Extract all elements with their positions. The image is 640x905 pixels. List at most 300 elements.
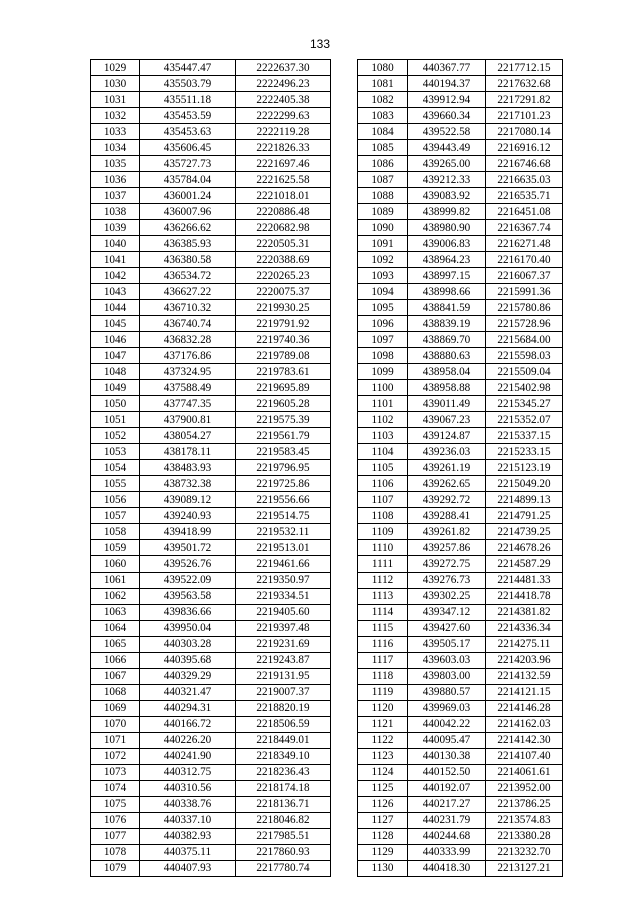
table-row (358, 812, 563, 828)
y-coordinate-cell: 2219789.08 (236, 348, 331, 364)
x-coordinate-cell: 440382.93 (140, 828, 236, 844)
y-coordinate-cell: 2216746.68 (486, 156, 563, 172)
x-coordinate-cell: 440217.27 (408, 796, 486, 812)
y-coordinate-cell: 2215402.98 (486, 380, 563, 396)
point-number-cell: 1093 (358, 268, 408, 284)
table-row (358, 460, 563, 476)
x-coordinate-cell: 437900.81 (140, 412, 236, 428)
table-row (91, 860, 331, 876)
y-coordinate-cell: 2217712.15 (486, 60, 563, 76)
table-row (358, 508, 563, 524)
table-row (91, 284, 331, 300)
y-coordinate-cell: 2219405.60 (236, 604, 331, 620)
table-row (358, 284, 563, 300)
x-coordinate-cell: 438958.88 (408, 380, 486, 396)
x-coordinate-cell: 440152.50 (408, 764, 486, 780)
y-coordinate-cell: 2215684.00 (486, 332, 563, 348)
y-coordinate-cell: 2214146.28 (486, 700, 563, 716)
table-row (91, 188, 331, 204)
x-coordinate-cell: 436001.24 (140, 188, 236, 204)
x-coordinate-cell: 440407.93 (140, 860, 236, 876)
y-coordinate-cell: 2214121.15 (486, 684, 563, 700)
point-number-cell: 1038 (91, 204, 140, 220)
x-coordinate-cell: 439603.03 (408, 652, 486, 668)
y-coordinate-cell: 2214587.29 (486, 556, 563, 572)
y-coordinate-cell: 2214162.03 (486, 716, 563, 732)
table-row (91, 636, 331, 652)
x-coordinate-cell: 435503.79 (140, 76, 236, 92)
x-coordinate-cell: 440375.11 (140, 844, 236, 860)
y-coordinate-cell: 2214107.40 (486, 748, 563, 764)
y-coordinate-cell: 2216170.40 (486, 252, 563, 268)
point-number-cell: 1080 (358, 60, 408, 76)
point-number-cell: 1031 (91, 92, 140, 108)
table-row (91, 92, 331, 108)
point-number-cell: 1127 (358, 812, 408, 828)
y-coordinate-cell: 2216916.12 (486, 140, 563, 156)
y-coordinate-cell: 2221625.58 (236, 172, 331, 188)
x-coordinate-cell: 440303.28 (140, 636, 236, 652)
table-row (358, 492, 563, 508)
y-coordinate-cell: 2215598.03 (486, 348, 563, 364)
table-row (91, 732, 331, 748)
y-coordinate-cell: 2221018.01 (236, 188, 331, 204)
x-coordinate-cell: 439276.73 (408, 572, 486, 588)
table-row (358, 748, 563, 764)
y-coordinate-cell: 2216067.37 (486, 268, 563, 284)
x-coordinate-cell: 436385.93 (140, 236, 236, 252)
x-coordinate-cell: 440166.72 (140, 716, 236, 732)
table-row (358, 108, 563, 124)
y-coordinate-cell: 2219532.11 (236, 524, 331, 540)
x-coordinate-cell: 439347.12 (408, 604, 486, 620)
table-row (358, 796, 563, 812)
y-coordinate-cell: 2215991.36 (486, 284, 563, 300)
table-row (358, 396, 563, 412)
y-coordinate-cell: 2219007.37 (236, 684, 331, 700)
table-row (358, 684, 563, 700)
table-row (91, 412, 331, 428)
point-number-cell: 1063 (91, 604, 140, 620)
x-coordinate-cell: 440337.10 (140, 812, 236, 828)
point-number-cell: 1124 (358, 764, 408, 780)
point-number-cell: 1030 (91, 76, 140, 92)
point-number-cell: 1090 (358, 220, 408, 236)
point-number-cell: 1113 (358, 588, 408, 604)
point-number-cell: 1059 (91, 540, 140, 556)
x-coordinate-cell: 440329.29 (140, 668, 236, 684)
table-row (358, 252, 563, 268)
point-number-cell: 1048 (91, 364, 140, 380)
table-row (91, 140, 331, 156)
point-number-cell: 1103 (358, 428, 408, 444)
point-number-cell: 1126 (358, 796, 408, 812)
y-coordinate-cell: 2219350.97 (236, 572, 331, 588)
x-coordinate-cell: 436710.32 (140, 300, 236, 316)
y-coordinate-cell: 2214739.25 (486, 524, 563, 540)
point-number-cell: 1044 (91, 300, 140, 316)
point-number-cell: 1039 (91, 220, 140, 236)
table-row (358, 220, 563, 236)
y-coordinate-cell: 2219796.95 (236, 460, 331, 476)
point-number-cell: 1040 (91, 236, 140, 252)
table-row (358, 204, 563, 220)
x-coordinate-cell: 439212.33 (408, 172, 486, 188)
point-number-cell: 1122 (358, 732, 408, 748)
point-number-cell: 1108 (358, 508, 408, 524)
table-row (91, 300, 331, 316)
point-number-cell: 1099 (358, 364, 408, 380)
table-row (91, 156, 331, 172)
table-row (358, 348, 563, 364)
table-row (91, 556, 331, 572)
point-number-cell: 1084 (358, 124, 408, 140)
table-row (91, 220, 331, 236)
table-row (91, 268, 331, 284)
x-coordinate-cell: 437176.86 (140, 348, 236, 364)
table-row (358, 732, 563, 748)
point-number-cell: 1035 (91, 156, 140, 172)
point-number-cell: 1104 (358, 444, 408, 460)
table-row (91, 108, 331, 124)
x-coordinate-cell: 440194.37 (408, 76, 486, 92)
y-coordinate-cell: 2219930.25 (236, 300, 331, 316)
x-coordinate-cell: 439526.76 (140, 556, 236, 572)
table-row (91, 780, 331, 796)
x-coordinate-cell: 440338.76 (140, 796, 236, 812)
table-row (358, 636, 563, 652)
table-row (91, 476, 331, 492)
x-coordinate-cell: 435447.47 (140, 60, 236, 76)
point-number-cell: 1109 (358, 524, 408, 540)
point-number-cell: 1088 (358, 188, 408, 204)
x-coordinate-cell: 436380.58 (140, 252, 236, 268)
page-number: 133 (309, 37, 331, 51)
table-row (358, 76, 563, 92)
x-coordinate-cell: 439969.03 (408, 700, 486, 716)
y-coordinate-cell: 2221697.46 (236, 156, 331, 172)
y-coordinate-cell: 2214203.96 (486, 652, 563, 668)
point-number-cell: 1125 (358, 780, 408, 796)
y-coordinate-cell: 2217780.74 (236, 860, 331, 876)
x-coordinate-cell: 439418.99 (140, 524, 236, 540)
point-number-cell: 1101 (358, 396, 408, 412)
y-coordinate-cell: 2216635.03 (486, 172, 563, 188)
x-coordinate-cell: 437747.35 (140, 396, 236, 412)
y-coordinate-cell: 2217860.93 (236, 844, 331, 860)
y-coordinate-cell: 2215233.15 (486, 444, 563, 460)
point-number-cell: 1083 (358, 108, 408, 124)
y-coordinate-cell: 2219583.45 (236, 444, 331, 460)
y-coordinate-cell: 2213232.70 (486, 844, 563, 860)
point-number-cell: 1077 (91, 828, 140, 844)
point-number-cell: 1085 (358, 140, 408, 156)
table-row (358, 140, 563, 156)
table-row (91, 508, 331, 524)
y-coordinate-cell: 2213786.25 (486, 796, 563, 812)
point-number-cell: 1045 (91, 316, 140, 332)
y-coordinate-cell: 2215780.86 (486, 300, 563, 316)
y-coordinate-cell: 2220682.98 (236, 220, 331, 236)
point-number-cell: 1091 (358, 236, 408, 252)
point-number-cell: 1070 (91, 716, 140, 732)
point-number-cell: 1114 (358, 604, 408, 620)
point-number-cell: 1117 (358, 652, 408, 668)
table-row (358, 716, 563, 732)
x-coordinate-cell: 440312.75 (140, 764, 236, 780)
table-row (358, 844, 563, 860)
point-number-cell: 1110 (358, 540, 408, 556)
y-coordinate-cell: 2217985.51 (236, 828, 331, 844)
table-row (91, 460, 331, 476)
table-row (91, 316, 331, 332)
table-row (91, 700, 331, 716)
table-row (358, 300, 563, 316)
table-row (91, 844, 331, 860)
table-row (358, 588, 563, 604)
table-row (91, 60, 331, 76)
point-number-cell: 1097 (358, 332, 408, 348)
x-coordinate-cell: 439261.82 (408, 524, 486, 540)
table-row (358, 828, 563, 844)
point-number-cell: 1107 (358, 492, 408, 508)
x-coordinate-cell: 438880.63 (408, 348, 486, 364)
x-coordinate-cell: 439262.65 (408, 476, 486, 492)
table-row (91, 572, 331, 588)
y-coordinate-cell: 2218174.18 (236, 780, 331, 796)
y-coordinate-cell: 2219514.75 (236, 508, 331, 524)
point-number-cell: 1054 (91, 460, 140, 476)
table-row (91, 716, 331, 732)
x-coordinate-cell: 438964.23 (408, 252, 486, 268)
x-coordinate-cell: 440231.79 (408, 812, 486, 828)
y-coordinate-cell: 2219556.66 (236, 492, 331, 508)
point-number-cell: 1120 (358, 700, 408, 716)
x-coordinate-cell: 439501.72 (140, 540, 236, 556)
y-coordinate-cell: 2217080.14 (486, 124, 563, 140)
x-coordinate-cell: 437324.95 (140, 364, 236, 380)
table-row (358, 92, 563, 108)
y-coordinate-cell: 2213952.00 (486, 780, 563, 796)
y-coordinate-cell: 2214418.78 (486, 588, 563, 604)
table-row (358, 764, 563, 780)
y-coordinate-cell: 2215509.04 (486, 364, 563, 380)
point-number-cell: 1068 (91, 684, 140, 700)
y-coordinate-cell: 2219695.89 (236, 380, 331, 396)
table-row (91, 524, 331, 540)
table-row (358, 156, 563, 172)
point-number-cell: 1081 (358, 76, 408, 92)
y-coordinate-cell: 2219783.61 (236, 364, 331, 380)
point-number-cell: 1032 (91, 108, 140, 124)
x-coordinate-cell: 438732.38 (140, 476, 236, 492)
point-number-cell: 1095 (358, 300, 408, 316)
point-number-cell: 1087 (358, 172, 408, 188)
point-number-cell: 1047 (91, 348, 140, 364)
x-coordinate-cell: 435727.73 (140, 156, 236, 172)
table-row (358, 540, 563, 556)
point-number-cell: 1034 (91, 140, 140, 156)
x-coordinate-cell: 439563.58 (140, 588, 236, 604)
point-number-cell: 1066 (91, 652, 140, 668)
table-row (358, 380, 563, 396)
x-coordinate-cell: 438980.90 (408, 220, 486, 236)
x-coordinate-cell: 436832.28 (140, 332, 236, 348)
y-coordinate-cell: 2218349.10 (236, 748, 331, 764)
point-number-cell: 1089 (358, 204, 408, 220)
y-coordinate-cell: 2220265.23 (236, 268, 331, 284)
x-coordinate-cell: 440244.68 (408, 828, 486, 844)
table-row (91, 764, 331, 780)
point-number-cell: 1123 (358, 748, 408, 764)
x-coordinate-cell: 439803.00 (408, 668, 486, 684)
point-number-cell: 1037 (91, 188, 140, 204)
y-coordinate-cell: 2217101.23 (486, 108, 563, 124)
point-number-cell: 1098 (358, 348, 408, 364)
x-coordinate-cell: 439006.83 (408, 236, 486, 252)
x-coordinate-cell: 439836.66 (140, 604, 236, 620)
y-coordinate-cell: 2218136.71 (236, 796, 331, 812)
table-row (358, 172, 563, 188)
point-number-cell: 1129 (358, 844, 408, 860)
x-coordinate-cell: 439522.09 (140, 572, 236, 588)
table-row (358, 668, 563, 684)
y-coordinate-cell: 2220388.69 (236, 252, 331, 268)
point-number-cell: 1082 (358, 92, 408, 108)
point-number-cell: 1116 (358, 636, 408, 652)
table-row (358, 476, 563, 492)
point-number-cell: 1096 (358, 316, 408, 332)
table-row (358, 572, 563, 588)
point-number-cell: 1074 (91, 780, 140, 796)
x-coordinate-cell: 438998.66 (408, 284, 486, 300)
point-number-cell: 1071 (91, 732, 140, 748)
point-number-cell: 1029 (91, 60, 140, 76)
table-row (91, 444, 331, 460)
table-row (358, 364, 563, 380)
table-row (91, 172, 331, 188)
y-coordinate-cell: 2222405.38 (236, 92, 331, 108)
y-coordinate-cell: 2215728.96 (486, 316, 563, 332)
x-coordinate-cell: 437588.49 (140, 380, 236, 396)
x-coordinate-cell: 439660.34 (408, 108, 486, 124)
table-row (358, 428, 563, 444)
y-coordinate-cell: 2215337.15 (486, 428, 563, 444)
point-number-cell: 1105 (358, 460, 408, 476)
x-coordinate-cell: 436266.62 (140, 220, 236, 236)
point-number-cell: 1112 (358, 572, 408, 588)
y-coordinate-cell: 2213574.83 (486, 812, 563, 828)
y-coordinate-cell: 2219605.28 (236, 396, 331, 412)
x-coordinate-cell: 439288.41 (408, 508, 486, 524)
x-coordinate-cell: 439880.57 (408, 684, 486, 700)
x-coordinate-cell: 436007.96 (140, 204, 236, 220)
y-coordinate-cell: 2217632.68 (486, 76, 563, 92)
y-coordinate-cell: 2214061.61 (486, 764, 563, 780)
point-number-cell: 1052 (91, 428, 140, 444)
y-coordinate-cell: 2214381.82 (486, 604, 563, 620)
x-coordinate-cell: 439522.58 (408, 124, 486, 140)
y-coordinate-cell: 2216451.08 (486, 204, 563, 220)
y-coordinate-cell: 2215345.27 (486, 396, 563, 412)
y-coordinate-cell: 2219575.39 (236, 412, 331, 428)
point-number-cell: 1033 (91, 124, 140, 140)
table-row (91, 620, 331, 636)
table-row (91, 668, 331, 684)
table-row (358, 236, 563, 252)
y-coordinate-cell: 2214142.30 (486, 732, 563, 748)
table-row (91, 380, 331, 396)
point-number-cell: 1128 (358, 828, 408, 844)
table-row (91, 364, 331, 380)
x-coordinate-cell: 439236.03 (408, 444, 486, 460)
point-number-cell: 1036 (91, 172, 140, 188)
y-coordinate-cell: 2219231.69 (236, 636, 331, 652)
y-coordinate-cell: 2218506.59 (236, 716, 331, 732)
y-coordinate-cell: 2215352.07 (486, 412, 563, 428)
point-number-cell: 1076 (91, 812, 140, 828)
y-coordinate-cell: 2220075.37 (236, 284, 331, 300)
x-coordinate-cell: 439505.17 (408, 636, 486, 652)
coordinate-table-left (90, 59, 331, 877)
table-row (358, 268, 563, 284)
y-coordinate-cell: 2214899.13 (486, 492, 563, 508)
x-coordinate-cell: 438054.27 (140, 428, 236, 444)
y-coordinate-cell: 2213380.28 (486, 828, 563, 844)
y-coordinate-cell: 2219461.66 (236, 556, 331, 572)
point-number-cell: 1042 (91, 268, 140, 284)
point-number-cell: 1102 (358, 412, 408, 428)
x-coordinate-cell: 438841.59 (408, 300, 486, 316)
point-number-cell: 1043 (91, 284, 140, 300)
x-coordinate-cell: 439257.86 (408, 540, 486, 556)
table-row (358, 604, 563, 620)
point-number-cell: 1130 (358, 860, 408, 876)
point-number-cell: 1058 (91, 524, 140, 540)
x-coordinate-cell: 438483.93 (140, 460, 236, 476)
y-coordinate-cell: 2218820.19 (236, 700, 331, 716)
y-coordinate-cell: 2214678.26 (486, 540, 563, 556)
y-coordinate-cell: 2216271.48 (486, 236, 563, 252)
x-coordinate-cell: 435453.63 (140, 124, 236, 140)
table-row (91, 540, 331, 556)
y-coordinate-cell: 2219397.48 (236, 620, 331, 636)
table-row (358, 332, 563, 348)
point-number-cell: 1079 (91, 860, 140, 876)
y-coordinate-cell: 2214132.59 (486, 668, 563, 684)
table-row (91, 236, 331, 252)
x-coordinate-cell: 439292.72 (408, 492, 486, 508)
table-row (91, 428, 331, 444)
point-number-cell: 1055 (91, 476, 140, 492)
table-row (358, 860, 563, 876)
table-row (91, 124, 331, 140)
table-row (358, 524, 563, 540)
x-coordinate-cell: 436740.74 (140, 316, 236, 332)
point-number-cell: 1049 (91, 380, 140, 396)
x-coordinate-cell: 440395.68 (140, 652, 236, 668)
table-row (91, 684, 331, 700)
y-coordinate-cell: 2219740.36 (236, 332, 331, 348)
y-coordinate-cell: 2214481.33 (486, 572, 563, 588)
x-coordinate-cell: 440310.56 (140, 780, 236, 796)
y-coordinate-cell: 2219561.79 (236, 428, 331, 444)
y-coordinate-cell: 2218046.82 (236, 812, 331, 828)
x-coordinate-cell: 440294.31 (140, 700, 236, 716)
point-number-cell: 1078 (91, 844, 140, 860)
x-coordinate-cell: 440130.38 (408, 748, 486, 764)
x-coordinate-cell: 438839.19 (408, 316, 486, 332)
